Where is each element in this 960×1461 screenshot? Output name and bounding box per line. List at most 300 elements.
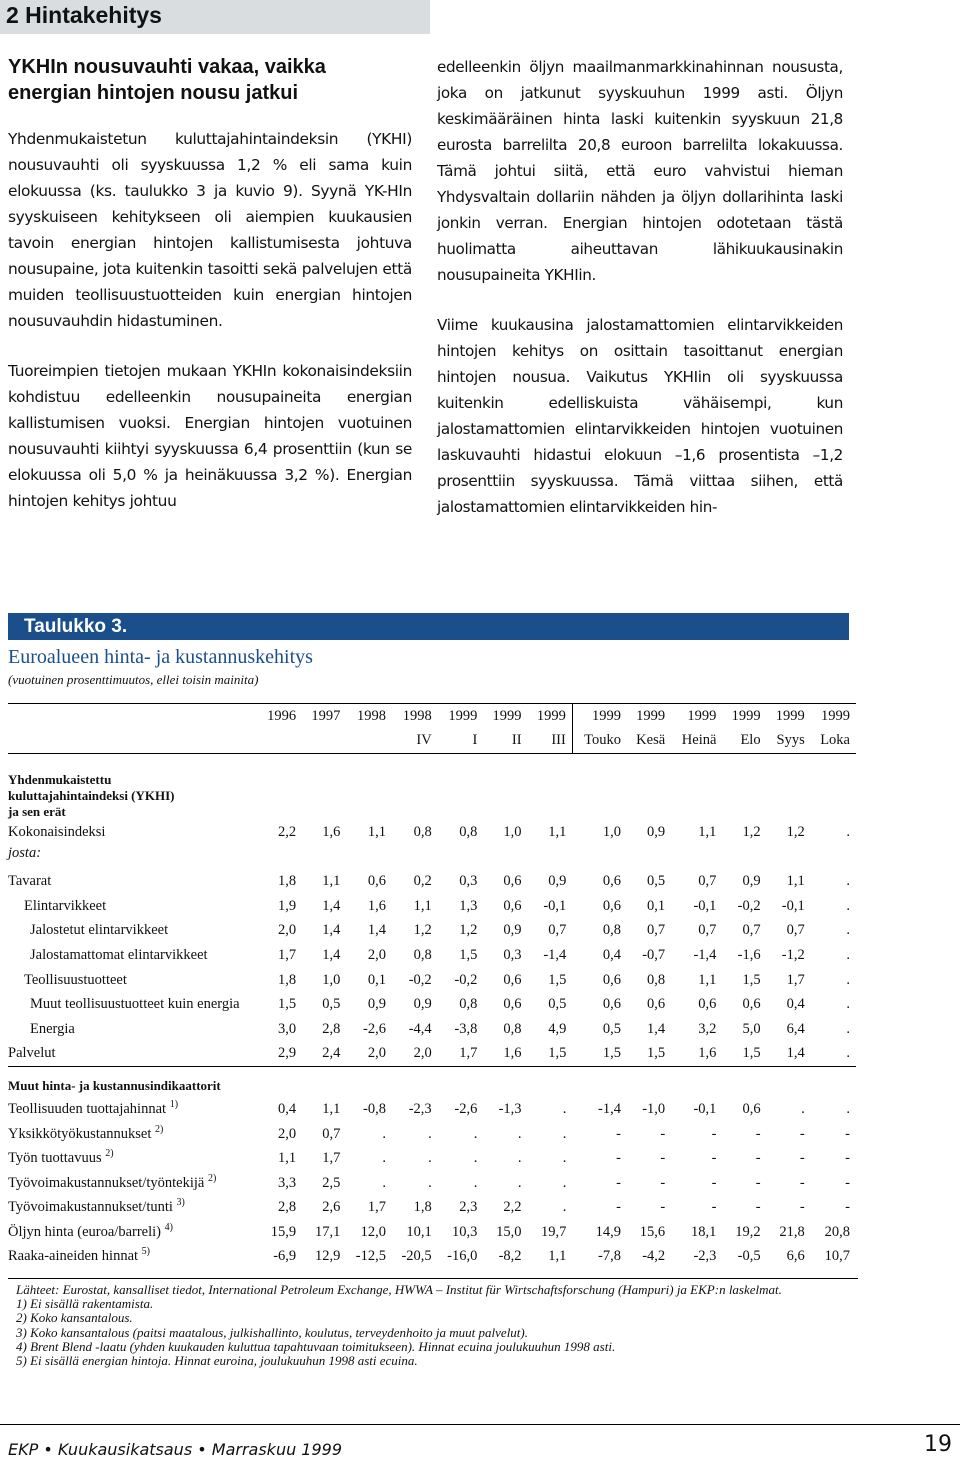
table-cell: 1,1 [322, 1100, 341, 1117]
column-year: 1998 [357, 707, 386, 724]
table-cell: 3,3 [278, 1174, 297, 1191]
table-cell: 1,2 [459, 922, 478, 939]
table-cell: 2,6 [322, 1199, 341, 1216]
row-label [8, 1146, 258, 1171]
table-cell: - [660, 1199, 666, 1216]
table-row [8, 1042, 856, 1067]
row-footnote-marker: 4) [164, 1222, 173, 1234]
table-cell: 0,6 [503, 897, 522, 914]
table-cell: 2,2 [278, 823, 297, 840]
row-footnote-marker: 2) [105, 1148, 114, 1160]
table-cell: . [846, 996, 850, 1013]
table-cell: 6,4 [786, 1020, 805, 1037]
row-label: Tavarat [8, 873, 52, 890]
table-cell: 0,9 [413, 996, 432, 1013]
table-cell: 0,5 [647, 873, 666, 890]
section-title: 2 Hintakehitys [6, 2, 162, 28]
header-corner [8, 729, 258, 754]
table-cell: 10,1 [406, 1223, 432, 1240]
table-cell: 1,0 [602, 823, 622, 840]
josta-label: josta: [8, 844, 42, 861]
empty-cell [627, 845, 671, 870]
table-row [8, 1097, 856, 1122]
table-cell: . [562, 1100, 567, 1117]
column-period: IV [416, 732, 432, 749]
table-row [8, 943, 856, 968]
table-cell: 1,4 [322, 922, 341, 939]
table-cell: -0,1 [693, 897, 717, 914]
table-cell: 1,5 [742, 971, 761, 988]
table-cell: - [799, 1199, 805, 1216]
column-period: Heinä [681, 732, 717, 749]
table-cell: - [660, 1150, 666, 1167]
table-cell: -1,2 [781, 946, 805, 963]
table-cell: -1,6 [737, 946, 761, 963]
table-cell: -2,6 [454, 1100, 478, 1117]
table-cell: 1,5 [548, 1045, 567, 1062]
table-row [8, 1196, 856, 1221]
group-heading-row [8, 1067, 856, 1098]
row-label-text: Työvoimakustannukset/tunti [8, 1199, 173, 1216]
empty-cell [392, 845, 438, 870]
table-cell: 0,7 [698, 922, 717, 939]
table-cell: 0,9 [548, 873, 567, 890]
table-cell: 1,5 [742, 1045, 761, 1062]
table-cell: 20,8 [824, 1223, 850, 1240]
table-cell: 1,7 [278, 946, 297, 963]
table-cell: 0,9 [742, 873, 761, 890]
column-year: 1998 [402, 707, 432, 724]
table-cell: 1,6 [322, 823, 341, 840]
group-heading-other: Muut hinta- ja kustannusindikaattorit [8, 1078, 221, 1094]
table-cell: 0,6 [602, 873, 622, 890]
table-cell: 0,5 [322, 996, 341, 1013]
row-footnote-marker: 2) [207, 1172, 217, 1184]
row-label: Energia [30, 1020, 75, 1037]
table-cell: -0,7 [642, 946, 666, 963]
empty-cell [767, 845, 811, 870]
table-cell: 1,1 [698, 971, 717, 988]
data-table [8, 704, 856, 1269]
table-row [8, 1122, 856, 1147]
header-corner [8, 704, 258, 729]
table-cell: . [846, 897, 850, 914]
table-cell: 0,4 [602, 946, 622, 963]
header-row-periods [8, 729, 856, 754]
footer-divider [0, 1424, 960, 1425]
table-row [8, 968, 856, 993]
table-cell: 1,2 [413, 922, 432, 939]
table-cell: 12,9 [314, 1248, 341, 1265]
header-row-years [8, 704, 856, 729]
footnote-sources: Lähteet: Eurostat, kansalliset tiedot, International Petroleum Exchange, HWWA – Institut für Wirtschaftsforschung (Hampuri) ja EKP:n laskelmat. [16, 1282, 782, 1297]
table-cell: 0,2 [413, 873, 432, 890]
empty-cell [572, 845, 627, 870]
table-cell: 1,1 [548, 1248, 567, 1265]
column-period: Syys [776, 732, 805, 749]
table-cell: 2,3 [459, 1199, 478, 1216]
table-cell: 0,6 [742, 996, 761, 1013]
table-cell: 0,1 [647, 897, 666, 914]
table-cell: 0,9 [503, 922, 522, 939]
table-cell: . [473, 1125, 478, 1142]
table-cell: 2,0 [278, 922, 297, 939]
table-row [8, 1220, 856, 1245]
table-cell: 1,6 [367, 897, 386, 914]
column-period: Touko [584, 732, 622, 749]
table-cell: -0,1 [781, 897, 805, 914]
price-table [8, 703, 856, 1269]
table-cell: -2,6 [363, 1020, 386, 1037]
table-cell: . [562, 1174, 567, 1191]
column-period: Loka [820, 732, 850, 749]
table-footnotes [8, 1278, 858, 1368]
table-cell: 0,5 [548, 996, 567, 1013]
section-header [0, 0, 430, 34]
table-cell: -2,3 [408, 1100, 432, 1117]
table-cell: 1,1 [278, 1150, 297, 1167]
table-cell: -1,4 [598, 1100, 622, 1117]
table-cell: -1,4 [543, 946, 567, 963]
column-year: 1999 [821, 707, 850, 724]
table-cell: - [711, 1174, 717, 1191]
column-period: I [472, 732, 478, 749]
table-cell: - [711, 1125, 717, 1142]
row-label-text: Öljyn hinta (euroa/barreli) [8, 1223, 161, 1240]
column-period: II [511, 732, 522, 749]
table-cell: - [660, 1174, 666, 1191]
table-cell: - [616, 1150, 622, 1167]
right-paragraph-1: edelleenkin öljyn maailmanmarkkinahinnan noususta, joka on jatkunut syyskuuhun 1999 asti. Öljyn keskimääräinen hinta laski kuitenkin syyskuun 21,8 eurosta barrelilta 20,8 euroon barrelilta lokakuussa. Tämä johtui siitä, että euro vahvistui hieman Yhdysvaltain dollariin nähden ja öljyn dollarihinta laski jonkin verran. Energian hintojen odotetaan tästä huolimatta aiheuttavan lähikuukausinakin nousupaineita YKHIin. [437, 58, 843, 284]
table-cell: . [473, 1174, 478, 1191]
table-cell: . [517, 1125, 522, 1142]
table-cell: 0,8 [503, 1020, 522, 1037]
row-label [8, 1122, 258, 1147]
table-cell: 0,6 [602, 996, 622, 1013]
table-cell: . [428, 1125, 432, 1142]
table-cell: -0,8 [363, 1100, 386, 1117]
table-cell: -0,2 [454, 971, 478, 988]
table-cell: 19,7 [540, 1223, 567, 1240]
table-cell: 1,0 [503, 823, 522, 840]
table-cell: 0,8 [413, 823, 432, 840]
table-cell: 0,7 [647, 922, 666, 939]
table-row [8, 894, 856, 919]
column-year: 1997 [311, 707, 341, 724]
table-cell: 0,9 [647, 823, 666, 840]
table-cell: 15,0 [496, 1223, 522, 1240]
table-cell: . [428, 1150, 432, 1167]
table-cell: 1,1 [548, 823, 567, 840]
empty-cell [528, 845, 573, 870]
empty-cell [346, 845, 392, 870]
table-row [8, 820, 856, 845]
table-cell: . [382, 1174, 386, 1191]
table-cell: 1,0 [322, 971, 341, 988]
left-paragraph-2: Tuoreimpien tietojen mukaan YKHIn kokonaisindeksiin kohdistuu edelleenkin nousupaineita energian kallistumisen vuoksi. Energian hintojen vuotuinen nousuvauhti kiihtyi syyskuussa 6,4 prosenttiin (kun se elokuussa oli 5,0 % ja heinäkuussa 3,2 %). Energian hintojen kehitys johtuu [8, 362, 412, 510]
table-cell: 14,9 [595, 1223, 622, 1240]
table-cell: 2,0 [413, 1045, 432, 1062]
table-cell: 10,3 [452, 1223, 478, 1240]
column-year: 1999 [448, 707, 478, 724]
table-cell: 2,4 [322, 1045, 341, 1062]
table-cell: 0,7 [786, 922, 805, 939]
table-cell: 0,8 [459, 996, 478, 1013]
table-cell: -3,8 [454, 1020, 478, 1037]
table-cell: 1,4 [322, 897, 341, 914]
table-cell: 1,9 [278, 897, 297, 914]
table-cell: -1,3 [498, 1100, 522, 1117]
table-cell: 17,1 [314, 1223, 341, 1240]
row-label [8, 1097, 258, 1122]
table-cell: 1,1 [413, 897, 432, 914]
table-cell: 0,6 [503, 996, 522, 1013]
table-cell: 1,8 [278, 873, 297, 890]
table-cell: 0,6 [742, 1100, 761, 1117]
table-cell: 2,0 [367, 1045, 386, 1062]
table-cell: 1,2 [786, 823, 805, 840]
footnote-item: 5) Ei sisällä energian hintoja. Hinnat euroina, joulukuuhun 1998 asti ecuina. [16, 1353, 418, 1369]
row-label-text: Teollisuuden tuottajahinnat [8, 1100, 167, 1117]
table-cell: - [799, 1174, 805, 1191]
table-title: Euroalueen hinta- ja kustannuskehitys [8, 646, 313, 668]
empty-cell [258, 845, 302, 870]
table-cell: - [616, 1174, 622, 1191]
table-cell: 0,4 [278, 1100, 297, 1117]
table-cell: . [473, 1150, 478, 1167]
column-year: 1999 [528, 704, 573, 729]
row-footnote-marker: 1) [169, 1099, 179, 1111]
table-cell: 2,5 [322, 1174, 341, 1191]
row-label-text: Työvoimakustannukset/työntekijä [8, 1174, 205, 1191]
table-cell: . [846, 823, 850, 840]
row-label: Palvelut [8, 1045, 56, 1062]
table-cell: 1,1 [786, 873, 805, 890]
table-cell: - [845, 1199, 850, 1216]
table-cell: -1,0 [642, 1100, 666, 1117]
table-cell: -6,9 [273, 1248, 297, 1265]
group-heading-ykhi [8, 754, 856, 821]
table-subtitle: (vuotuinen prosenttimuutos, ellei toisin mainita) [8, 672, 259, 687]
table-cell: . [382, 1150, 386, 1167]
josta-row [8, 845, 856, 870]
row-label [8, 1245, 258, 1270]
table-cell: -0,2 [408, 971, 432, 988]
table-cell: 1,1 [698, 823, 717, 840]
column-period: Elo [740, 732, 761, 749]
footnote-item: 4) Brent Blend -laatu (yhden kuukauden kuluttua tapahtuvaan toimitukseen). Hinnat ecuina joulukuuhun 1998 asti. [16, 1338, 616, 1354]
table-cell: 0,3 [459, 873, 478, 890]
table-cell: -8,2 [498, 1248, 522, 1265]
table-cell: - [845, 1150, 850, 1167]
table-cell: . [846, 922, 850, 939]
table-cell: 4,9 [548, 1020, 567, 1037]
table-row [8, 1171, 856, 1196]
table-cell: 0,6 [647, 996, 666, 1013]
row-label [8, 1196, 258, 1221]
table-cell: 3,2 [698, 1020, 717, 1037]
article-headline: YKHIn nousuvauhti vakaa, vaikka energian hintojen nousu jatkui [8, 56, 326, 104]
table-cell: 2,8 [322, 1020, 341, 1037]
table-cell: - [755, 1150, 761, 1167]
table-cell: 15,9 [270, 1223, 297, 1240]
table-cell: 2,0 [367, 946, 386, 963]
table-cell: 1,4 [786, 1045, 805, 1062]
row-label-text: Raaka-aineiden hinnat [8, 1248, 139, 1265]
table-cell: 10,7 [824, 1248, 850, 1265]
table-cell: 19,2 [735, 1223, 761, 1240]
row-label: Jalostamattomat elintarvikkeet [30, 946, 208, 963]
row-label [8, 1171, 258, 1196]
table-cell: . [517, 1150, 522, 1167]
group-heading-line: Yhdenmukaistettu [8, 772, 112, 788]
table-cell: - [616, 1125, 622, 1142]
group-heading-row [8, 754, 856, 821]
table-cell: 1,1 [367, 823, 386, 840]
table-cell: 0,4 [786, 996, 805, 1013]
table-cell: -4,2 [642, 1248, 666, 1265]
table-cell: - [755, 1174, 761, 1191]
table-cell: . [846, 1045, 850, 1062]
table-cell: 1,1 [322, 873, 341, 890]
left-paragraph-1: Yhdenmukaistetun kuluttajahintaindeksin (YKHI) nousuvauhti oli syyskuussa 1,2 % eli sama kuin elokuussa (ks. taulukko 3 ja kuvio 9). Syynä YK-HIn syyskuiseen kehitykseen oli aiempien kuukausien tavoin energian hintojen kallistumisesta johtuva nousupaine, jota kuitenkin tasoitti sekä palvelujen että muiden teollisuustuotteiden kuin energian hintojen nousuvauhdin hidastuminen. [8, 130, 412, 330]
table-cell: . [562, 1125, 567, 1142]
footnote-item: 2) Koko kansantalous. [16, 1310, 133, 1326]
table-cell: 0,7 [698, 873, 717, 890]
table-cell: 0,6 [602, 971, 622, 988]
footnote-item: 1) Ei sisällä rakentamista. [16, 1296, 154, 1312]
table-cell: 0,6 [602, 897, 622, 914]
page-number: 19 [924, 1432, 952, 1457]
table-cell: 0,3 [503, 946, 522, 963]
column-period: Kesä [636, 732, 666, 749]
column-year: 1999 [731, 707, 761, 724]
group-heading-line: kuluttajahintaindeksi (YKHI) [8, 788, 175, 804]
table-cell: 1,5 [548, 971, 567, 988]
table-cell: 1,8 [278, 971, 297, 988]
table-cell: - [755, 1199, 761, 1216]
table-cell: - [799, 1125, 805, 1142]
table-cell: . [846, 1020, 850, 1037]
table-cell: -12,5 [355, 1248, 386, 1265]
table-cell: . [517, 1174, 522, 1191]
table-cell: -20,5 [401, 1248, 432, 1265]
table-cell: . [562, 1199, 567, 1216]
empty-cell [302, 845, 346, 870]
table-cell: 18,1 [691, 1223, 717, 1240]
column-period [302, 729, 346, 754]
column-year: 1999 [592, 707, 622, 724]
table-row [8, 869, 856, 894]
table-cell: 0,1 [367, 971, 386, 988]
table-banner [8, 613, 849, 640]
table-cell: 1,4 [322, 946, 341, 963]
table-cell: -0,2 [737, 897, 761, 914]
column-year: 1996 [267, 707, 297, 724]
empty-cell [722, 845, 766, 870]
table-cell: - [660, 1125, 666, 1142]
row-label: Teollisuustuotteet [24, 971, 127, 988]
table-cell: -0,5 [737, 1248, 761, 1265]
table-cell: 5,0 [742, 1020, 761, 1037]
column-period [258, 729, 302, 754]
table-cell: 15,6 [639, 1223, 666, 1240]
empty-cell [671, 845, 722, 870]
table-cell: 3,0 [278, 1020, 297, 1037]
table-row [8, 992, 856, 1017]
table-cell: . [382, 1125, 386, 1142]
empty-cell [811, 845, 856, 870]
row-label-text: Yksikkötyökustannukset [8, 1125, 152, 1142]
table-cell: 2,9 [278, 1045, 297, 1062]
table-cell: 1,5 [647, 1045, 666, 1062]
table-cell: 1,7 [459, 1045, 478, 1062]
table-cell: -16,0 [447, 1248, 478, 1265]
table-cell: 1,5 [602, 1045, 622, 1062]
table-cell: 0,5 [602, 1020, 622, 1037]
table-cell: 6,6 [786, 1248, 805, 1265]
table-cell: 1,3 [459, 897, 478, 914]
row-label: Muut teollisuustuotteet kuin energia [30, 996, 240, 1013]
table-cell: 2,2 [503, 1199, 522, 1216]
table-cell: - [845, 1174, 850, 1191]
table-cell: 1,2 [742, 823, 761, 840]
table-cell: 1,7 [322, 1150, 341, 1167]
table-row [8, 1146, 856, 1171]
table-cell: -0,1 [543, 897, 567, 914]
left-column [8, 54, 412, 538]
table-cell: - [799, 1150, 805, 1167]
table-cell: 0,6 [367, 873, 386, 890]
table-cell: . [801, 1100, 805, 1117]
group-heading-line: ja sen erät [8, 804, 66, 820]
table-row [8, 919, 856, 944]
empty-cell [483, 845, 527, 870]
table-cell: 12,0 [360, 1223, 386, 1240]
empty-cell [438, 845, 484, 870]
row-label: Elintarvikkeet [24, 897, 107, 914]
table-cell: 1,5 [278, 996, 297, 1013]
row-footnote-marker: 2) [155, 1123, 164, 1135]
table-cell: 1,7 [786, 971, 805, 988]
table-cell: 2,8 [278, 1199, 297, 1216]
table-cell: . [846, 971, 850, 988]
column-year: 1999 [636, 707, 666, 724]
table-cell: - [845, 1125, 850, 1142]
table-row [8, 1245, 856, 1270]
table-cell: 21,8 [779, 1223, 805, 1240]
row-label: Kokonaisindeksi [8, 823, 106, 840]
table-cell: . [846, 946, 850, 963]
table-cell: 0,8 [459, 823, 478, 840]
table-cell: 0,7 [322, 1125, 341, 1142]
table-cell: 1,7 [367, 1199, 386, 1216]
table-cell: 0,8 [602, 922, 622, 939]
table-cell: - [711, 1150, 717, 1167]
table-cell: . [428, 1174, 432, 1191]
row-label [8, 1220, 258, 1245]
column-period [346, 729, 392, 754]
table-cell: 0,6 [503, 971, 522, 988]
table-cell: . [846, 1100, 850, 1117]
row-label: Jalostetut elintarvikkeet [30, 922, 169, 939]
row-footnote-marker: 5) [141, 1246, 151, 1258]
table-cell: - [616, 1199, 622, 1216]
table-cell: 0,6 [698, 996, 717, 1013]
table-cell: -1,4 [693, 946, 717, 963]
table-cell: -4,4 [408, 1020, 432, 1037]
table-cell: -0,1 [693, 1100, 717, 1117]
